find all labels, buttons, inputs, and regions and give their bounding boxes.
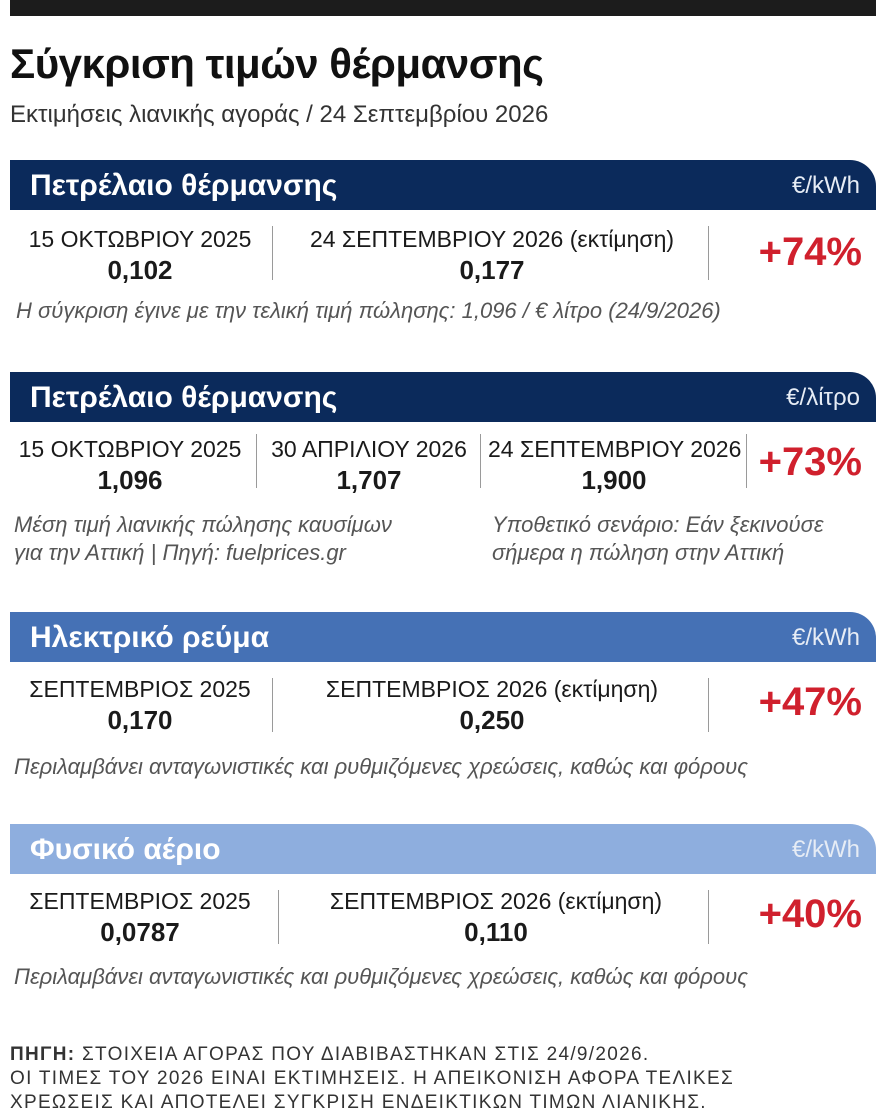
date-label: ΣΕΠΤΕΜΒΡΙΟΣ 2026 (εκτίμηση)	[329, 888, 663, 914]
change-percent: +74%	[758, 230, 862, 274]
price-value: 0,170	[107, 705, 173, 735]
source-label: ΠΗΓΗ:	[10, 1044, 76, 1065]
section-note-left: για την Αττική | Πηγή: fuelprices.gr	[14, 540, 346, 565]
section-electricity	[10, 612, 876, 779]
column-divider	[272, 226, 273, 280]
section-note: Η σύγκριση έγινε με την τελική τιμή πώλησης: 1,096 / € λίτρο (24/9/2026)	[16, 298, 721, 323]
page-title: Σύγκριση τιμών θέρμανσης	[10, 40, 544, 87]
price-column	[286, 888, 706, 948]
column-divider	[708, 890, 709, 944]
column-divider	[480, 434, 481, 488]
price-column	[282, 676, 702, 736]
price-row	[10, 662, 876, 740]
section-header	[10, 372, 876, 422]
source-note	[10, 1043, 734, 1115]
column-divider	[278, 890, 279, 944]
page-subtitle: Εκτιμήσεις λιανικής αγοράς / 24 Σεπτεμβρίου 2026	[10, 101, 549, 128]
date-label: ΣΕΠΤΕΜΒΡΙΟΣ 2025	[29, 676, 251, 702]
price-column	[18, 226, 262, 286]
section-heating-oil-litre	[10, 372, 876, 565]
price-row	[10, 874, 876, 952]
section-unit: €/λίτρο	[786, 384, 860, 411]
section-unit: €/kWh	[791, 624, 860, 651]
column-divider	[256, 434, 257, 488]
section-title: Πετρέλαιο θέρμανσης	[30, 169, 338, 202]
price-column	[16, 436, 244, 496]
section-note-right: σήμερα η πώληση στην Αττική	[492, 540, 785, 565]
date-label: 24 ΣΕΠΤΕΜΒΡΙΟΥ 2026 (εκτίμηση)	[309, 226, 675, 252]
column-divider	[272, 678, 273, 732]
section-note: Περιλαμβάνει ανταγωνιστικές και ρυθμιζόμενες χρεώσεις, καθώς και φόρους	[14, 964, 748, 989]
source-line: ΧΡΕΩΣΕΙΣ ΚΑΙ ΑΠΟΤΕΛΕΙ ΣΥΓΚΡΙΣΗ ΕΝΔΕΙΚΤΙΚΩΝ ΤΙΜΩΝ ΛΙΑΝΙΚΗΣ.	[10, 1092, 707, 1113]
price-value: 1,707	[336, 465, 402, 495]
price-value: 0,0787	[100, 917, 180, 947]
price-column	[18, 676, 262, 736]
price-value: 0,102	[107, 255, 173, 285]
change-percent: +73%	[758, 440, 862, 484]
section-note-left: Μέση τιμή λιανικής πώλησης καυσίμων	[14, 512, 392, 537]
price-row	[10, 422, 876, 500]
column-divider	[746, 434, 747, 488]
column-divider	[708, 226, 709, 280]
section-heating-oil-kwh	[10, 160, 876, 323]
section-title: Ηλεκτρικό ρεύμα	[30, 621, 270, 654]
date-label: 15 ΟΚΤΩΒΡΙΟΥ 2025	[28, 226, 252, 252]
date-label: 24 ΣΕΠΤΕΜΒΡΙΟΥ 2026	[488, 436, 742, 462]
date-label: ΣΕΠΤΕΜΒΡΙΟΣ 2026 (εκτίμηση)	[325, 676, 659, 702]
price-column	[282, 226, 702, 286]
section-natural-gas	[10, 824, 876, 989]
price-row	[10, 210, 876, 288]
section-note-right: Υποθετικό σενάριο: Εάν ξεκινούσε	[492, 512, 824, 537]
date-label: ΣΕΠΤΕΜΒΡΙΟΣ 2025	[29, 888, 251, 914]
section-unit: €/kWh	[791, 172, 860, 199]
section-title: Πετρέλαιο θέρμανσης	[30, 381, 338, 414]
change-percent: +47%	[758, 680, 862, 724]
source-line: ΟΙ ΤΙΜΕΣ ΤΟΥ 2026 ΕΙΝΑΙ ΕΚΤΙΜΗΣΕΙΣ. Η ΑΠΕΙΚΟΝΙΣΗ ΑΦΟΡΑ ΤΕΛΙΚΕΣ	[10, 1068, 735, 1089]
price-column	[18, 888, 262, 948]
source-line: ΣΤΟΙΧΕΙΑ ΑΓΟΡΑΣ ΠΟΥ ΔΙΑΒΙΒΑΣΤΗΚΑΝ ΣΤΙΣ 24/9/2026.	[82, 1044, 650, 1065]
section-note: Περιλαμβάνει ανταγωνιστικές και ρυθμιζόμενες χρεώσεις, καθώς και φόρους	[14, 754, 748, 779]
section-unit: €/kWh	[791, 836, 860, 863]
section-header	[10, 824, 876, 874]
change-percent: +40%	[758, 892, 862, 936]
date-label: 30 ΑΠΡΙΛΙΟΥ 2026	[271, 436, 467, 462]
price-value: 0,110	[464, 917, 528, 947]
price-value: 0,177	[459, 255, 525, 285]
section-header	[10, 612, 876, 662]
price-value: 0,250	[459, 705, 525, 735]
date-label: 15 ΟΚΤΩΒΡΙΟΥ 2025	[18, 436, 242, 462]
column-divider	[708, 678, 709, 732]
section-title: Φυσικό αέριο	[30, 833, 221, 866]
price-column	[488, 436, 740, 496]
price-value: 1,900	[581, 465, 647, 495]
section-header	[10, 160, 876, 210]
top-rule	[10, 0, 876, 16]
price-value: 1,096	[97, 465, 163, 495]
price-column	[264, 436, 474, 496]
